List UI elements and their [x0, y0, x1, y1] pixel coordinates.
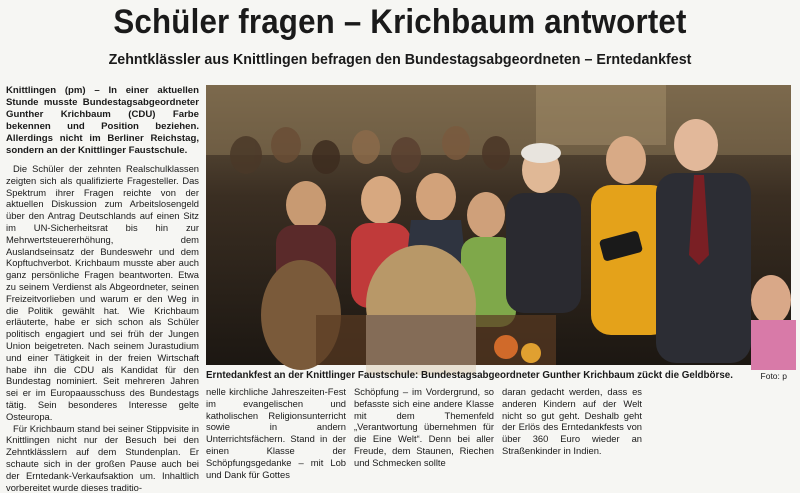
column-4-text: daran gedacht werden, dass es anderen Kindern auf der Welt nicht so gut geht. Deshalb geht der Erlös des Erntedankfests von über 360 Euro wieder an Straßenkinder in Indien.: [502, 386, 642, 456]
subheadline: Zehntklässler aus Knittlingen befragen den Bundestagsabgeordneten – Erntedankfest: [108, 51, 692, 68]
lead-text: – In einer aktuellen Stunde musste Bundestagsabgeordneter Gunther Krichbaum (CDU) Farbe bekennen und Position beziehen. Allerdings nicht im Berliner Reichstag, sondern an der Knittlinger Faustschule.: [6, 85, 199, 156]
article-column-1: [6, 85, 199, 493]
dateline: Knittlingen (pm): [6, 85, 86, 96]
photo-illustration: [206, 85, 791, 365]
photo-credit: Foto: p: [760, 371, 787, 381]
body-paragraph-1: Die Schüler der zehnten Realschulklassen zeigten sich als qualifizierte Fragesteller. Das Spektrum ihrer Fragen reichte von der aktuellen Diskussion zum Arbeitslosengeld über den Antrag Deutschlands auf einen Sitz im UN-Sicherheitsrat bis hin zur Mehrwertsteuererhöhung, dem Auslandseinsatz der Bundeswehr und dem Kopftuchverbot. Krichbaum musste aber auch ganz persönliche Fragen beantworten. Etwa zu seinem Verdienst als Abgeordneter, seinen Freizeitvorlieben und warum er den Weg in die Politik gewählt hat. Wie Krichbaum erläuterte, habe er sich schon als Schüler politisch engagiert und sei früh der Jungen Union beigetreten. Nach seinem Jurastudium und einer Tätigkeit in der freien Wirtschaft habe ihn die CDU als Kandidat für den Bundestag nominiert. Seit mehreren Jahren sei er im Europaausschuss des Bundestags tätig. Sein besonderes Interesse gelte Osteuropa.: [6, 163, 199, 422]
caption-text: Erntedankfest an der Knittlinger Faustschule: Bundestagsabgeordneter Gunther Krichbaum zückt die Geldbörse.: [206, 370, 733, 381]
column-3-text: Schöpfung – im Vordergrund, so befasste sich eine andere Klasse mit dem Themenfeld „Verantwortung übernehmen für die Eine Welt“. Denn bei aller Freude, dem Staunen, Riechen und Schmecken sollte: [354, 386, 494, 468]
lead-paragraph: [6, 85, 199, 157]
column-2-text: nelle kirchliche Jahreszeiten-Fest im evangelischen und katholischen Religionsunterricht sowie in andern Unterrichtsfächern. Stand in der einen Klasse der Schöpfungsgedanke – mit Lob und Dank für Gottes: [206, 386, 346, 480]
article-column-4: [502, 386, 642, 456]
headline: Schüler fragen – Krichbaum antwortet: [113, 3, 687, 41]
article-photo: [206, 85, 791, 365]
body-paragraph-2: Für Krichbaum stand bei seiner Stippvisite in Knittlingen nicht nur der Besuch bei den Zehntklässlern auf dem Stundenplan. Er schaute sich in der großen Pause auch bei der Erntedank-Verkaufsaktion um. Inhaltlich vorbereitet wurde dieses traditio-: [6, 422, 199, 493]
article-column-3: [354, 386, 494, 468]
article-column-2: [206, 386, 346, 480]
photo-caption: [206, 368, 791, 383]
